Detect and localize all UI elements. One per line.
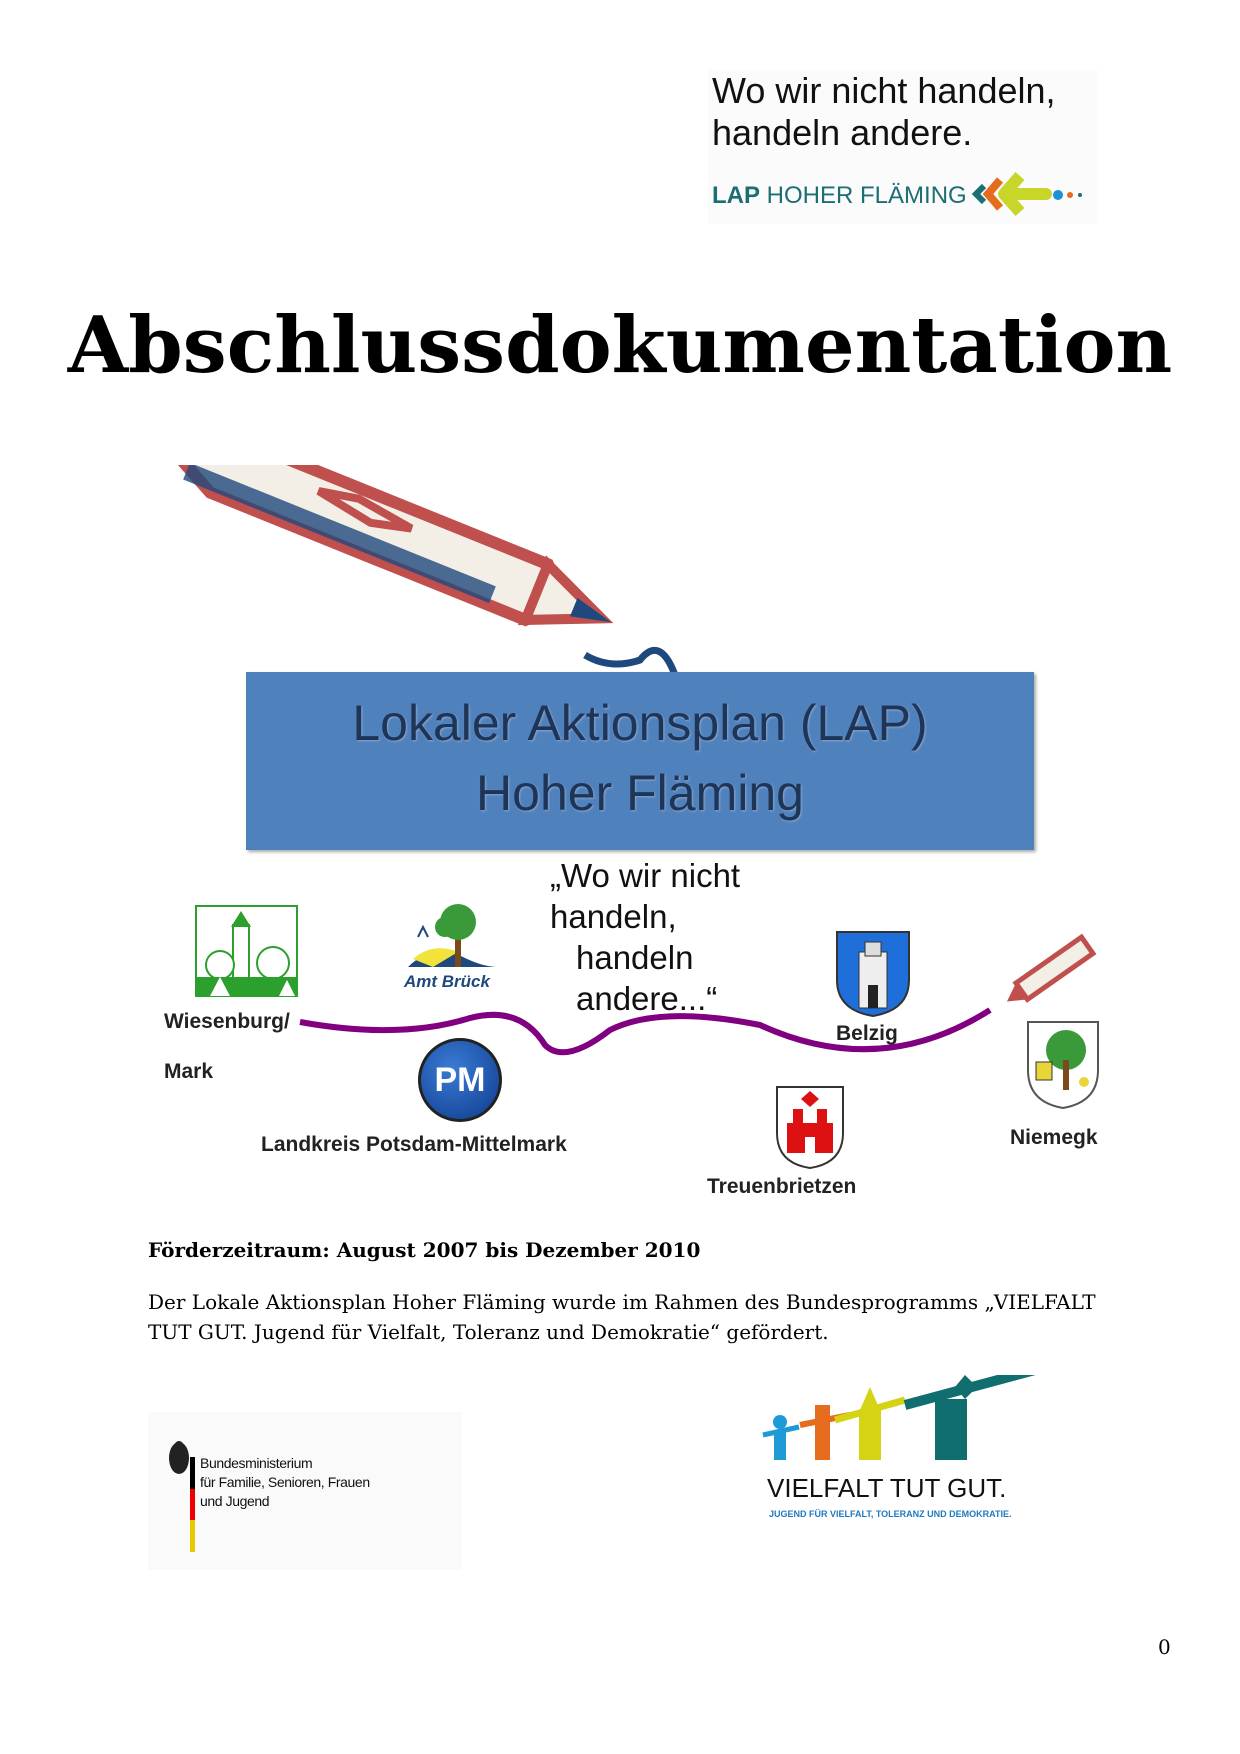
vielfalt-sub-text: JUGEND FÜR VIELFALT, TOLERANZ UND DEMOKRATIE. bbox=[769, 1509, 1012, 1519]
paragraph-line-2: TUT GUT. Jugend für Vielfalt, Toleranz und Demokratie“ gefördert. bbox=[148, 1320, 829, 1344]
town-landkreis: Landkreis Potsdam-Mittelmark bbox=[261, 1133, 567, 1156]
page-number: 0 bbox=[1158, 1635, 1171, 1659]
niemegk-coat-of-arms bbox=[1026, 1020, 1100, 1110]
box-line-1: Lokaler Aktionsplan (LAP) bbox=[352, 695, 928, 751]
belzig-coat-of-arms bbox=[835, 930, 911, 1018]
town-belzig: Belzig bbox=[836, 1022, 898, 1045]
amt-brueck-label: Amt Brück bbox=[404, 972, 490, 991]
treuenbrietzen-coat-of-arms bbox=[775, 1085, 845, 1170]
town-niemegk: Niemegk bbox=[1010, 1126, 1098, 1149]
quote-line-4: andere...“ bbox=[576, 980, 718, 1017]
figures-icon bbox=[755, 1375, 1055, 1470]
small-pen-icon bbox=[995, 925, 1110, 1015]
quote-line-3: handeln bbox=[576, 939, 694, 976]
box-line-2: Hoher Fläming bbox=[476, 765, 804, 821]
flag-gold bbox=[190, 1520, 195, 1552]
flag-black bbox=[190, 1457, 195, 1489]
paragraph-line-1: Der Lokale Aktionsplan Hoher Fläming wurde im Rahmen des Bundesprogramms „VIELFALT bbox=[148, 1290, 1096, 1314]
town-wiesenburg: Wiesenburg/ bbox=[164, 1010, 290, 1033]
lap-rest: HOHER FLÄMING bbox=[766, 182, 967, 209]
quote-line-1: „Wo wir nicht bbox=[550, 857, 741, 894]
pm-badge: PM bbox=[418, 1038, 502, 1122]
bmfsfj-logo bbox=[148, 1412, 462, 1570]
town-treuenbrietzen: Treuenbrietzen bbox=[707, 1175, 857, 1198]
lap-bold: LAP bbox=[712, 182, 760, 209]
ministry-line-3: und Jugend bbox=[200, 1493, 270, 1509]
flag-red bbox=[190, 1489, 195, 1520]
slogan-line-1: Wo wir nicht handeln, bbox=[712, 70, 1056, 111]
document-title: Abschlussdokumentation bbox=[67, 300, 1173, 391]
slogan-line-2: handeln andere. bbox=[712, 112, 973, 153]
amt-brueck-tree-icon bbox=[403, 897, 503, 971]
federal-eagle-icon bbox=[168, 1440, 190, 1478]
quote-line-2: handeln, bbox=[550, 898, 677, 935]
ministry-line-2: für Familie, Senioren, Frauen bbox=[200, 1474, 370, 1490]
vielfalt-main-text: VIELFALT TUT GUT. bbox=[767, 1473, 1007, 1503]
funding-paragraph bbox=[148, 1287, 1096, 1347]
ministry-name bbox=[200, 1454, 370, 1511]
funding-period: Förderzeitraum: August 2007 bis Dezember 2010 bbox=[148, 1238, 701, 1262]
wiesenburg-logo bbox=[195, 905, 298, 997]
town-wiesenburg-mark: Mark bbox=[164, 1060, 214, 1083]
ministry-line-1: Bundesministerium bbox=[200, 1455, 313, 1471]
vielfalt-tut-gut-logo bbox=[755, 1375, 1055, 1550]
